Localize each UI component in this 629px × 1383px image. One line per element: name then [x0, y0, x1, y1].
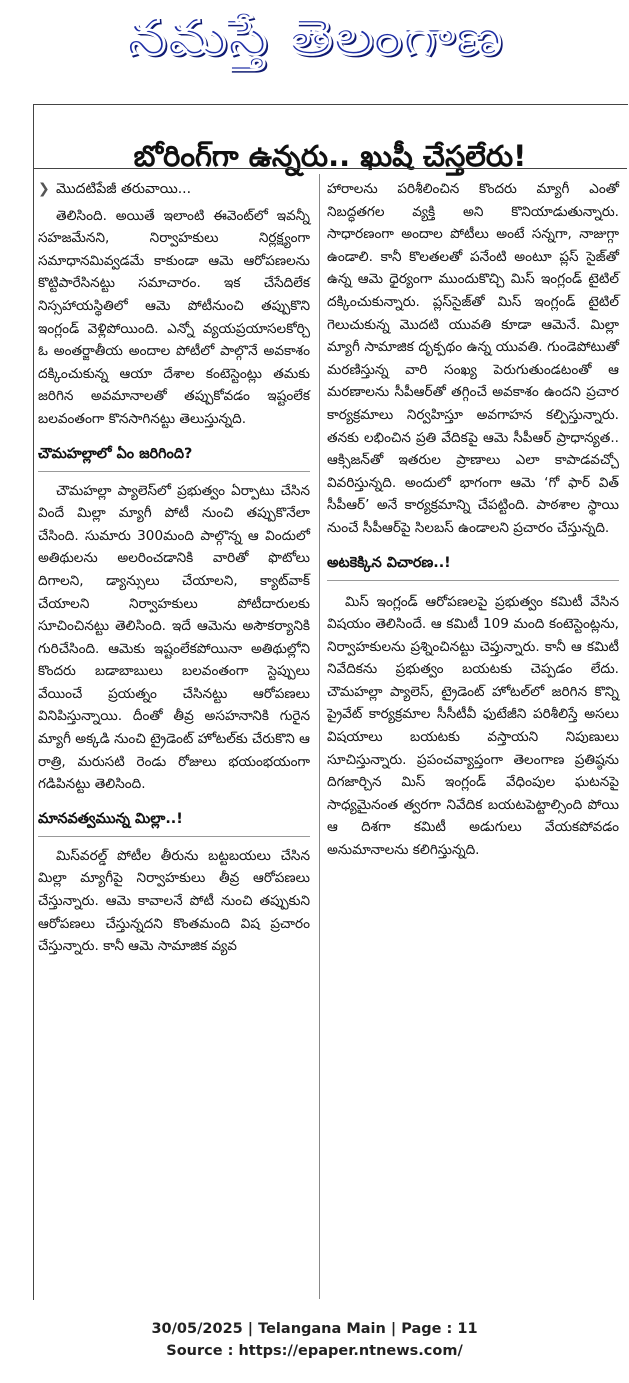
section-body-chowmahalla: చౌమహల్లా ప్యాలెస్‌లో ప్రభుత్వం ఏర్పాటు చేసిన విందే మిల్లా మ్యాగీ పోటీ నుంచి తప్పుకొనేలా చేసింది. సుమారు 300మంది పాల్గొన్న ఆ విందులో అతిథులను అలరించడానికి వారితో ఫొటోలు దిగాలని, డ్యాన్సులు చేయాలని, క్యాట్‌వాక్ చేయాలని నిర్వాహకులు పోటీదారులకు సూచించినట్టు తెలిసింది. ఇదే ఆమెను అసౌకర్యానికి గురిచేసింది. ఆమెకు ఇష్టంలేకపోయినా అతిథుల్లోని కొందరు బడాబాబులు బలవంతంగా స్టెప్పులు వేయించే ప్రయత్నం చేసినట్టు ఆరోపణలు వినిపిస్తున్నాయి. దీంతో తీవ్ర అసహనానికి గురైన మ్యాగీ అక్కడి నుంచి ట్రైడెంట్ హోటల్‌కు చేరుకొని ఆ రాత్రి, మరుసటి రెండు రోజులు భయంభయంగా గడిపినట్టు తెలిసింది.: [38, 482, 310, 793]
section-title-chowmahalla: చౌమహల్లాలో ఏం జరిగింది?: [38, 443, 310, 472]
section-body-inquiry: మిస్ ఇంగ్లండ్ ఆరోపణలపై ప్రభుత్వం కమిటీ వేసిన విషయం తెలిసిందే. ఆ కమిటీ 109 మంది కంటెస్టెంట్లను, నిర్వాహకులను ప్రశ్నించినట్టు చెప్తున్నారు. కానీ ఆ కమిటీ నివేదికను ప్రభుత్వం బయటకు చెప్పడం లేదు. చౌమహల్లా ప్యాలెస్, ట్రైడెంట్ హోటల్‌లో జరిగిన కొన్ని ప్రైవేట్ కార్యక్రమాల సీసీటీవీ ఫుటేజీని పరిశీలిస్తే అసలు విషయాలు బయటకు వస్తాయని నిపుణులు సూచిస్తున్నారు. ప్రపంచవ్యాప్తంగా తెలంగాణ ప్రతిష్ఠను దిగజార్చిన మిస్ ఇంగ్లండ్ వేధింపుల ఘటనపై సాధ్యమైనంత త్వరగా నివేదిక బయటపెట్టాల్సింది పోయి ఆ దిశగా కమిటీ అడుగులు వేయకపోవడం అనుమానాలను కలిగిస్తున్నది.: [327, 593, 619, 859]
kicker-text: మొదటిపేజీ తరువాయి...: [56, 181, 192, 197]
continuation-kicker: [38, 178, 310, 201]
right-column: [327, 178, 619, 862]
headline-divider: [33, 168, 627, 169]
left-column: [38, 178, 310, 958]
continued-paragraph: హారాలను పరిశీలించిన కొందరు మ్యాగీ ఎంతో నిబద్ధతగల వ్యక్తి అని కొనియాడుతున్నారు. సాధారణంగా అందాల పోటీలు అంటే సన్నగా, నాజుగ్గా ఉండాలి. కానీ కొలతలతో పనేంటి అంటూ ప్లస్ సైజ్‌తో ఉన్న ఆమె ధైర్యంగా ముందుకొచ్చి మిస్ ఇంగ్లండ్ టైటిల్ దక్కించుకున్నారు. ప్లస్‌సైజ్‌తో మిస్ ఇంగ్లండ్ టైటిల్ గెలుచుకున్న మొదటి యువతి కూడా ఆమెనే. మిల్లా మ్యాగీ సామాజిక దృక్పథం ఉన్న యువతి. గుండెపోటుతో మరణిస్తున్న వారి సంఖ్య పెరుగుతుండటంతో ఆ మరణాలను సీపీఆర్‌తో తగ్గించే అవకాశం ఉందని ప్రచార కార్యక్రమాలు నిర్వహిస్తూ అవగాహన కల్పిస్తున్నారు. తనకు లభించిన ప్రతి వేదికపై ఆమె సీపీఆర్ ప్రాధాన్యత.. ఆక్సిజన్‌తో ఇతరుల ప్రాణాలు ఎలా కాపాడవచ్చో వివరిస్తున్నది. అందులో భాగంగా ఆమె ‘గో ఫార్ విత్ సీపీఆర్’ అనే కార్యక్రమాన్ని చేపట్టింది. పాఠశాల స్థాయి నుంచే సీపీఆర్‌పై సిలబస్ ఉండాలని ప్రచారం చేస్తున్నది.: [327, 181, 619, 536]
masthead: [0, 0, 629, 92]
section-title-inquiry: అటకెక్కిన విచారణ..!: [327, 552, 619, 581]
section-title-humanity: మానవత్వమున్న మిల్లా..!: [38, 808, 310, 837]
source-info: Source : https://epaper.ntnews.com/: [166, 1343, 463, 1359]
article-headline: బోరింగ్‌గా ఉన్నరు.. ఖుషీ చేస్తలేరు!: [133, 139, 527, 174]
column-divider: [319, 174, 320, 1299]
section-body-humanity: మిస్‌వరల్డ్ పోటీల తీరును బట్టబయలు చేసిన మిల్లా మ్యాగీపై నిర్వాహకులు తీవ్ర ఆరోపణలు చేస్తున్నారు. ఆమె కావాలనే పోటీ నుంచి తప్పుకుని ఆరోపణలు చేస్తున్నదని కొంతమంది విష ప్రచారం చేస్తున్నారు. కానీ ఆమె సామాజిక వ్యవ: [38, 847, 310, 955]
chevron-right-icon: ❯: [38, 181, 50, 197]
newspaper-logo: నమస్తే తెలంగాణ: [126, 8, 503, 66]
intro-paragraph: తెలిసింది. అయితే ఇలాంటి ఈవెంట్‌లో ఇవన్నీ సహజమేనని, నిర్వాహకులు నిర్లక్ష్యంగా సమాధానమివ్వడమే కాకుండా ఆమె ఆరోపణలను కొట్టిపారేసినట్టు సమాచారం. ఇక చేసేదిలేక నిస్సహాయస్థితిలో ఆమె పోటీనుంచి తప్పుకొని ఇంగ్లండ్ వెళ్లిపోయింది. ఎన్నో వ్యయప్రయాసలకోర్చి ఓ అంతర్జాతీయ అందాల పోటీలో పాల్గొనే అవకాశం దక్కించుకున్న ఆయా దేశాల కంటెస్టెంట్లు తమకు జరిగిన అవమానాలతో తప్పుకోవడం ఇష్టంలేక బలవంతంగా కొనసాగినట్టు తెలుస్తున్నది.: [38, 207, 310, 427]
edition-info: 30/05/2025 | Telangana Main | Page : 11: [151, 1321, 478, 1337]
page-footer: [0, 1318, 629, 1362]
